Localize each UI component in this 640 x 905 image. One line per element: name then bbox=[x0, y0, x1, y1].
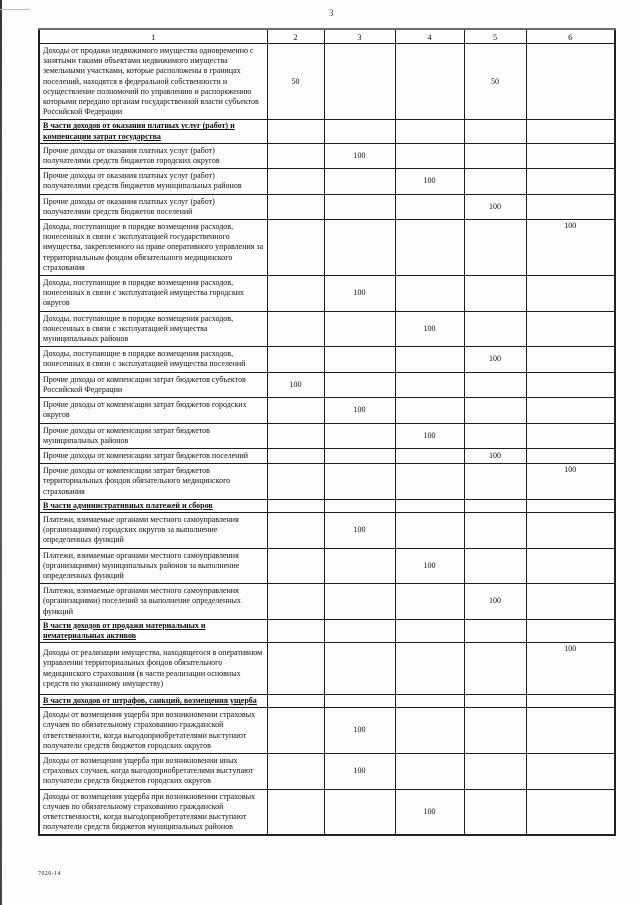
percent-value: 100 bbox=[395, 789, 464, 835]
table-row bbox=[39, 372, 615, 397]
empty-cell bbox=[324, 694, 395, 707]
empty-cell bbox=[267, 753, 324, 789]
income-type-label: Прочие доходы от оказания платных услуг (работ) получателями средств бюджетов муниципальных районов bbox=[39, 169, 267, 194]
empty-cell bbox=[464, 120, 526, 143]
empty-cell bbox=[464, 619, 526, 642]
empty-cell bbox=[267, 619, 324, 642]
table-row bbox=[39, 423, 615, 448]
empty-cell bbox=[267, 448, 324, 463]
empty-cell bbox=[324, 464, 395, 500]
column-header-6: 6 bbox=[526, 29, 615, 44]
percent-value: 100 bbox=[324, 398, 395, 423]
income-type-label: Прочие доходы от компенсации затрат бюджетов территориальных фондов обязательного медицинского страхования bbox=[39, 464, 267, 500]
income-type-label: Доходы от продажи недвижимого имущества одновременно с занятыми такими объектами недвижимого имущества земельными участками, которые расположены в границах поселений, находятся в федеральной собственности и осуществление полномочий по управлению и распоряжению которыми передано органам государственной власти субъектов Российской Федерации bbox=[39, 44, 267, 120]
empty-cell bbox=[395, 194, 464, 219]
empty-cell bbox=[324, 643, 395, 695]
empty-cell bbox=[464, 311, 526, 347]
table-row bbox=[39, 220, 615, 276]
percent-value: 100 bbox=[267, 372, 324, 397]
empty-cell bbox=[395, 512, 464, 548]
empty-cell bbox=[267, 398, 324, 423]
empty-cell bbox=[324, 194, 395, 219]
section-header-row bbox=[39, 120, 615, 143]
empty-cell bbox=[464, 276, 526, 312]
percent-value: 100 bbox=[324, 276, 395, 312]
section-header-row bbox=[39, 694, 615, 707]
empty-cell bbox=[526, 311, 615, 347]
empty-cell bbox=[526, 423, 615, 448]
empty-cell bbox=[526, 120, 615, 143]
income-type-label: Доходы от возмещения ущерба при возникновении страховых случаев по обязательному страхованию гражданской ответственности, когда выгодоприобретателями выступают получатели средств бюджетов муниципальных районов bbox=[39, 789, 267, 835]
section-title: В части административных платежей и сборов bbox=[39, 499, 267, 512]
column-header-1: 1 bbox=[39, 29, 267, 44]
empty-cell bbox=[267, 169, 324, 194]
empty-cell bbox=[395, 372, 464, 397]
empty-cell bbox=[464, 372, 526, 397]
empty-cell bbox=[526, 372, 615, 397]
percent-value: 100 bbox=[464, 448, 526, 463]
percent-value: 50 bbox=[464, 44, 526, 120]
empty-cell bbox=[267, 276, 324, 312]
income-type-label: Прочие доходы от оказания платных услуг (работ) получателями средств бюджетов поселений bbox=[39, 194, 267, 219]
percent-value: 100 bbox=[324, 143, 395, 168]
empty-cell bbox=[267, 694, 324, 707]
empty-cell bbox=[526, 789, 615, 835]
empty-cell bbox=[464, 499, 526, 512]
income-type-label: Прочие доходы от компенсации затрат бюджетов городских округов bbox=[39, 398, 267, 423]
page-number: 3 bbox=[329, 8, 334, 18]
empty-cell bbox=[526, 584, 615, 620]
empty-cell bbox=[464, 694, 526, 707]
empty-cell bbox=[324, 120, 395, 143]
percent-value: 100 bbox=[324, 708, 395, 754]
percent-value: 100 bbox=[395, 311, 464, 347]
empty-cell bbox=[324, 423, 395, 448]
empty-cell bbox=[267, 512, 324, 548]
scan-edge-line bbox=[0, 0, 2, 905]
column-header-4: 4 bbox=[395, 29, 464, 44]
form-code: 7020-14 bbox=[38, 871, 61, 877]
percent-value: 100 bbox=[324, 512, 395, 548]
percent-value: 50 bbox=[267, 44, 324, 120]
empty-cell bbox=[464, 398, 526, 423]
scan-artifact bbox=[0, 9, 30, 10]
empty-cell bbox=[395, 220, 464, 276]
income-type-label: Прочие доходы от компенсации затрат бюджетов поселений bbox=[39, 448, 267, 463]
empty-cell bbox=[464, 753, 526, 789]
empty-cell bbox=[395, 347, 464, 372]
percent-value: 100 bbox=[395, 548, 464, 584]
empty-cell bbox=[395, 143, 464, 168]
section-header-row bbox=[39, 499, 615, 512]
percent-value: 100 bbox=[324, 753, 395, 789]
table-row bbox=[39, 169, 615, 194]
income-type-label: Доходы от реализации имущества, находящегося в оперативном управлении территориальных фондов обязательного медицинского страхования (в части реализации основных средств по указанному имуществу) bbox=[39, 643, 267, 695]
empty-cell bbox=[395, 398, 464, 423]
empty-cell bbox=[395, 584, 464, 620]
income-type-label: Платежи, взимаемые органами местного самоуправления (организациями) муниципальных районов за выполнение определенных функций bbox=[39, 548, 267, 584]
table-row bbox=[39, 753, 615, 789]
column-header-5: 5 bbox=[464, 29, 526, 44]
table-row bbox=[39, 708, 615, 754]
percent-value: 100 bbox=[464, 347, 526, 372]
empty-cell bbox=[526, 276, 615, 312]
income-type-label: Доходы, поступающие в порядке возмещения расходов, понесенных в связи с эксплуатацией государственного имущества, закрепленного на праве оперативного управления за территориальным фондом обязательного медицинского страхования bbox=[39, 220, 267, 276]
income-type-label: Платежи, взимаемые органами местного самоуправления (организациями) городских округов за выполнение определенных функций bbox=[39, 512, 267, 548]
budget-revenue-norms-table bbox=[38, 28, 616, 836]
table-header-row bbox=[39, 29, 615, 44]
table-row bbox=[39, 276, 615, 312]
empty-cell bbox=[267, 499, 324, 512]
percent-value: 100 bbox=[464, 194, 526, 219]
empty-cell bbox=[464, 423, 526, 448]
empty-cell bbox=[464, 643, 526, 695]
empty-cell bbox=[324, 372, 395, 397]
empty-cell bbox=[464, 169, 526, 194]
empty-cell bbox=[267, 708, 324, 754]
empty-cell bbox=[526, 753, 615, 789]
empty-cell bbox=[267, 194, 324, 219]
empty-cell bbox=[267, 643, 324, 695]
empty-cell bbox=[324, 448, 395, 463]
empty-cell bbox=[526, 548, 615, 584]
empty-cell bbox=[324, 584, 395, 620]
table-row bbox=[39, 643, 615, 695]
empty-cell bbox=[267, 789, 324, 835]
empty-cell bbox=[526, 347, 615, 372]
empty-cell bbox=[324, 220, 395, 276]
empty-cell bbox=[526, 708, 615, 754]
income-type-label: Доходы, поступающие в порядке возмещения расходов, понесенных в связи с эксплуатацией имущества муниципальных районов bbox=[39, 311, 267, 347]
income-type-label: Доходы от возмещения ущерба при возникновении страховых случаев по обязательному страхованию гражданской ответственности, когда выгодоприобретателями выступают получатели средств бюджетов городских округов bbox=[39, 708, 267, 754]
empty-cell bbox=[267, 311, 324, 347]
empty-cell bbox=[464, 789, 526, 835]
empty-cell bbox=[324, 347, 395, 372]
empty-cell bbox=[464, 548, 526, 584]
empty-cell bbox=[267, 347, 324, 372]
empty-cell bbox=[395, 499, 464, 512]
empty-cell bbox=[324, 499, 395, 512]
empty-cell bbox=[324, 44, 395, 120]
table-row bbox=[39, 448, 615, 463]
section-title: В части доходов от продажи материальных и нематериальных активов bbox=[39, 619, 267, 642]
empty-cell bbox=[395, 643, 464, 695]
empty-cell bbox=[267, 464, 324, 500]
empty-cell bbox=[526, 398, 615, 423]
percent-value: 100 bbox=[395, 423, 464, 448]
empty-cell bbox=[464, 512, 526, 548]
table-row bbox=[39, 789, 615, 835]
empty-cell bbox=[464, 220, 526, 276]
empty-cell bbox=[395, 44, 464, 120]
empty-cell bbox=[324, 789, 395, 835]
income-type-label: Доходы, поступающие в порядке возмещения расходов, понесенных в связи с эксплуатацией имущества поселений bbox=[39, 347, 267, 372]
empty-cell bbox=[267, 548, 324, 584]
empty-cell bbox=[267, 120, 324, 143]
percent-value: 100 bbox=[526, 643, 615, 695]
empty-cell bbox=[526, 619, 615, 642]
empty-cell bbox=[526, 143, 615, 168]
table-row bbox=[39, 548, 615, 584]
empty-cell bbox=[395, 276, 464, 312]
table-row bbox=[39, 464, 615, 500]
empty-cell bbox=[324, 619, 395, 642]
table-row bbox=[39, 584, 615, 620]
empty-cell bbox=[324, 548, 395, 584]
section-header-row bbox=[39, 619, 615, 642]
empty-cell bbox=[395, 619, 464, 642]
empty-cell bbox=[324, 169, 395, 194]
empty-cell bbox=[267, 584, 324, 620]
income-type-label: Прочие доходы от оказания платных услуг (работ) получателями средств бюджетов городских округов bbox=[39, 143, 267, 168]
empty-cell bbox=[267, 143, 324, 168]
empty-cell bbox=[526, 499, 615, 512]
table-row bbox=[39, 347, 615, 372]
empty-cell bbox=[395, 753, 464, 789]
empty-cell bbox=[526, 448, 615, 463]
empty-cell bbox=[464, 143, 526, 168]
empty-cell bbox=[395, 708, 464, 754]
empty-cell bbox=[395, 464, 464, 500]
percent-value: 100 bbox=[526, 464, 615, 500]
empty-cell bbox=[324, 311, 395, 347]
empty-cell bbox=[395, 694, 464, 707]
empty-cell bbox=[464, 708, 526, 754]
empty-cell bbox=[526, 44, 615, 120]
table-row bbox=[39, 398, 615, 423]
income-type-label: Доходы от возмещения ущерба при возникновении иных страховых случаев, когда выгодоприобретателями выступают получатели средств бюджетов городских округов bbox=[39, 753, 267, 789]
income-type-label: Прочие доходы от компенсации затрат бюджетов муниципальных районов bbox=[39, 423, 267, 448]
empty-cell bbox=[267, 423, 324, 448]
table-row bbox=[39, 143, 615, 168]
column-header-3: 3 bbox=[324, 29, 395, 44]
empty-cell bbox=[526, 169, 615, 194]
section-title: В части доходов от оказания платных услуг (работ) и компенсации затрат государства bbox=[39, 120, 267, 143]
income-type-label: Доходы, поступающие в порядке возмещения расходов, понесенных в связи с эксплуатацией имущества городских округов bbox=[39, 276, 267, 312]
empty-cell bbox=[464, 464, 526, 500]
percent-value: 100 bbox=[464, 584, 526, 620]
table-row bbox=[39, 311, 615, 347]
table-row bbox=[39, 44, 615, 120]
empty-cell bbox=[267, 220, 324, 276]
table-row bbox=[39, 512, 615, 548]
table-body bbox=[39, 44, 615, 836]
empty-cell bbox=[395, 120, 464, 143]
empty-cell bbox=[526, 512, 615, 548]
percent-value: 100 bbox=[395, 169, 464, 194]
percent-value: 100 bbox=[526, 220, 615, 276]
income-type-label: Платежи, взимаемые органами местного самоуправления (организациями) поселений за выполнение определенных функций bbox=[39, 584, 267, 620]
empty-cell bbox=[526, 694, 615, 707]
table-row bbox=[39, 194, 615, 219]
empty-cell bbox=[395, 448, 464, 463]
income-type-label: Прочие доходы от компенсации затрат бюджетов субъектов Российской Федерации bbox=[39, 372, 267, 397]
section-title: В части доходов от штрафов, санкций, возмещения ущерба bbox=[39, 694, 267, 707]
empty-cell bbox=[526, 194, 615, 219]
column-header-2: 2 bbox=[267, 29, 324, 44]
